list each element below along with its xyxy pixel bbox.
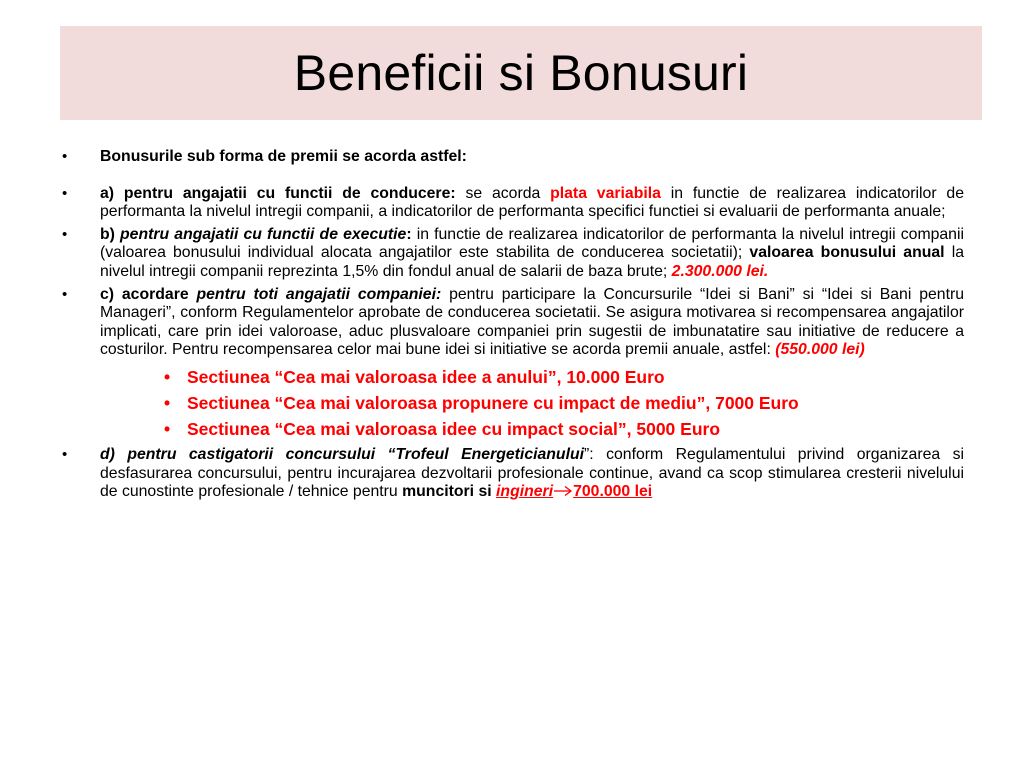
bullet-c-lead2: pentru toti angajatii companiei: [196, 285, 442, 303]
bullet-a-text2: in functie de realizarea indicatorilor de performanta la nivelul intregii companii, a indicatorilor de performanta specifici functiei si evaluarii de performanta anuale; [100, 184, 964, 221]
intro-text: Bonusurile sub forma de premii se acorda astfel: [100, 148, 467, 165]
arrow-right-icon [553, 485, 573, 497]
bullet-c [60, 286, 964, 360]
bullet-a-lead: a) pentru angajatii cu functii de conducere: [100, 184, 456, 202]
bullet-dot-icon: • [164, 392, 171, 413]
bullet-d-text1: : conform Regulamentului privind organizarea si desfasurarea concursului, pentru incurajarea dezvoltarii profesionale continue, avand ca scop stimularea cresterii nivelului de cunostinte profesionale / tehnice pentru [100, 445, 964, 501]
sub-item [60, 390, 964, 416]
bullet-c-lead1: c) acordare [100, 285, 197, 303]
slide-title: Beneficii si Bonusuri [293, 45, 749, 101]
bullet-d-amount: 700.000 lei [573, 483, 653, 501]
bullet-dot-icon: • [164, 418, 171, 439]
sub-list [60, 364, 964, 442]
bullet-b-amount: 2.300.000 lei. [671, 262, 769, 280]
bullet-dot-icon: • [62, 148, 68, 165]
sub-item-text: Sectiunea “Cea mai valoroasa idee cu impact social”, 5000 Euro [187, 418, 721, 439]
bullet-dot-icon: • [62, 445, 68, 463]
bullet-a-text1: se acorda [455, 184, 551, 202]
bullet-dot-icon: • [164, 366, 171, 387]
bullet-dot-icon: • [62, 285, 68, 303]
bullet-b-text1: in functie de realizarea indicatorilor de performanta la nivelul intregii companii (valoarea bonusului individual alocata angajatilor este stabilita de conducerea societatii); [100, 225, 964, 262]
bullet-b-lead2: pentru angajatii cu functii de executie [114, 225, 407, 243]
bullet-b [60, 226, 964, 282]
bullet-d-lead: d) pentru castigatorii concursului “Trofeul Energeticianului [100, 445, 585, 463]
bullet-b-lead1: b) [100, 225, 115, 243]
bullet-dot-icon: • [62, 225, 68, 243]
sub-item-text: Sectiunea “Cea mai valoroasa propunere cu impact de mediu”, 7000 Euro [187, 392, 799, 413]
bullet-c-amount: (550.000 lei) [775, 341, 865, 359]
bullet-dot-icon: • [62, 184, 68, 202]
title-banner [60, 26, 982, 120]
bullet-d-link [496, 483, 652, 500]
sub-item [60, 364, 964, 390]
slide-content [60, 148, 964, 502]
bullet-d-link-text: ingineri [496, 483, 554, 501]
bullet-d [60, 446, 964, 502]
bullet-a [60, 185, 964, 222]
bullet-b-bold: valoarea bonusului anual [749, 244, 945, 262]
bullet-d-quote-end: ” [584, 445, 590, 463]
bullet-b-colon: : [406, 225, 412, 243]
bullet-intro [60, 148, 964, 167]
bullet-d-bold: muncitori si [402, 483, 492, 501]
bullet-a-highlight: plata variabila [550, 184, 661, 202]
bullet-b-text2: la nivelul intregii companii reprezinta 1,5% din fondul anual de salarii de baza brute; [100, 244, 965, 280]
sub-item [60, 416, 964, 442]
sub-item-text: Sectiunea “Cea mai valoroasa idee a anului”, 10.000 Euro [187, 366, 665, 387]
bullet-c-text1: pentru participare la Concursurile “Idei si Bani” si “Idei si Bani pentru Manageri”, conform Regulamentelor aprobate de conducerea societatii. Se asigura motivarea si recompensarea angajatilor implicati, care prin idei valoroase, aduc plusvaloare companiei prin sugestii de imbunatatire sau initiative de reducere a costurilor. Pentru recompensarea celor mai bune idei si initiative se acorda premii anuale, astfel: [100, 285, 965, 359]
